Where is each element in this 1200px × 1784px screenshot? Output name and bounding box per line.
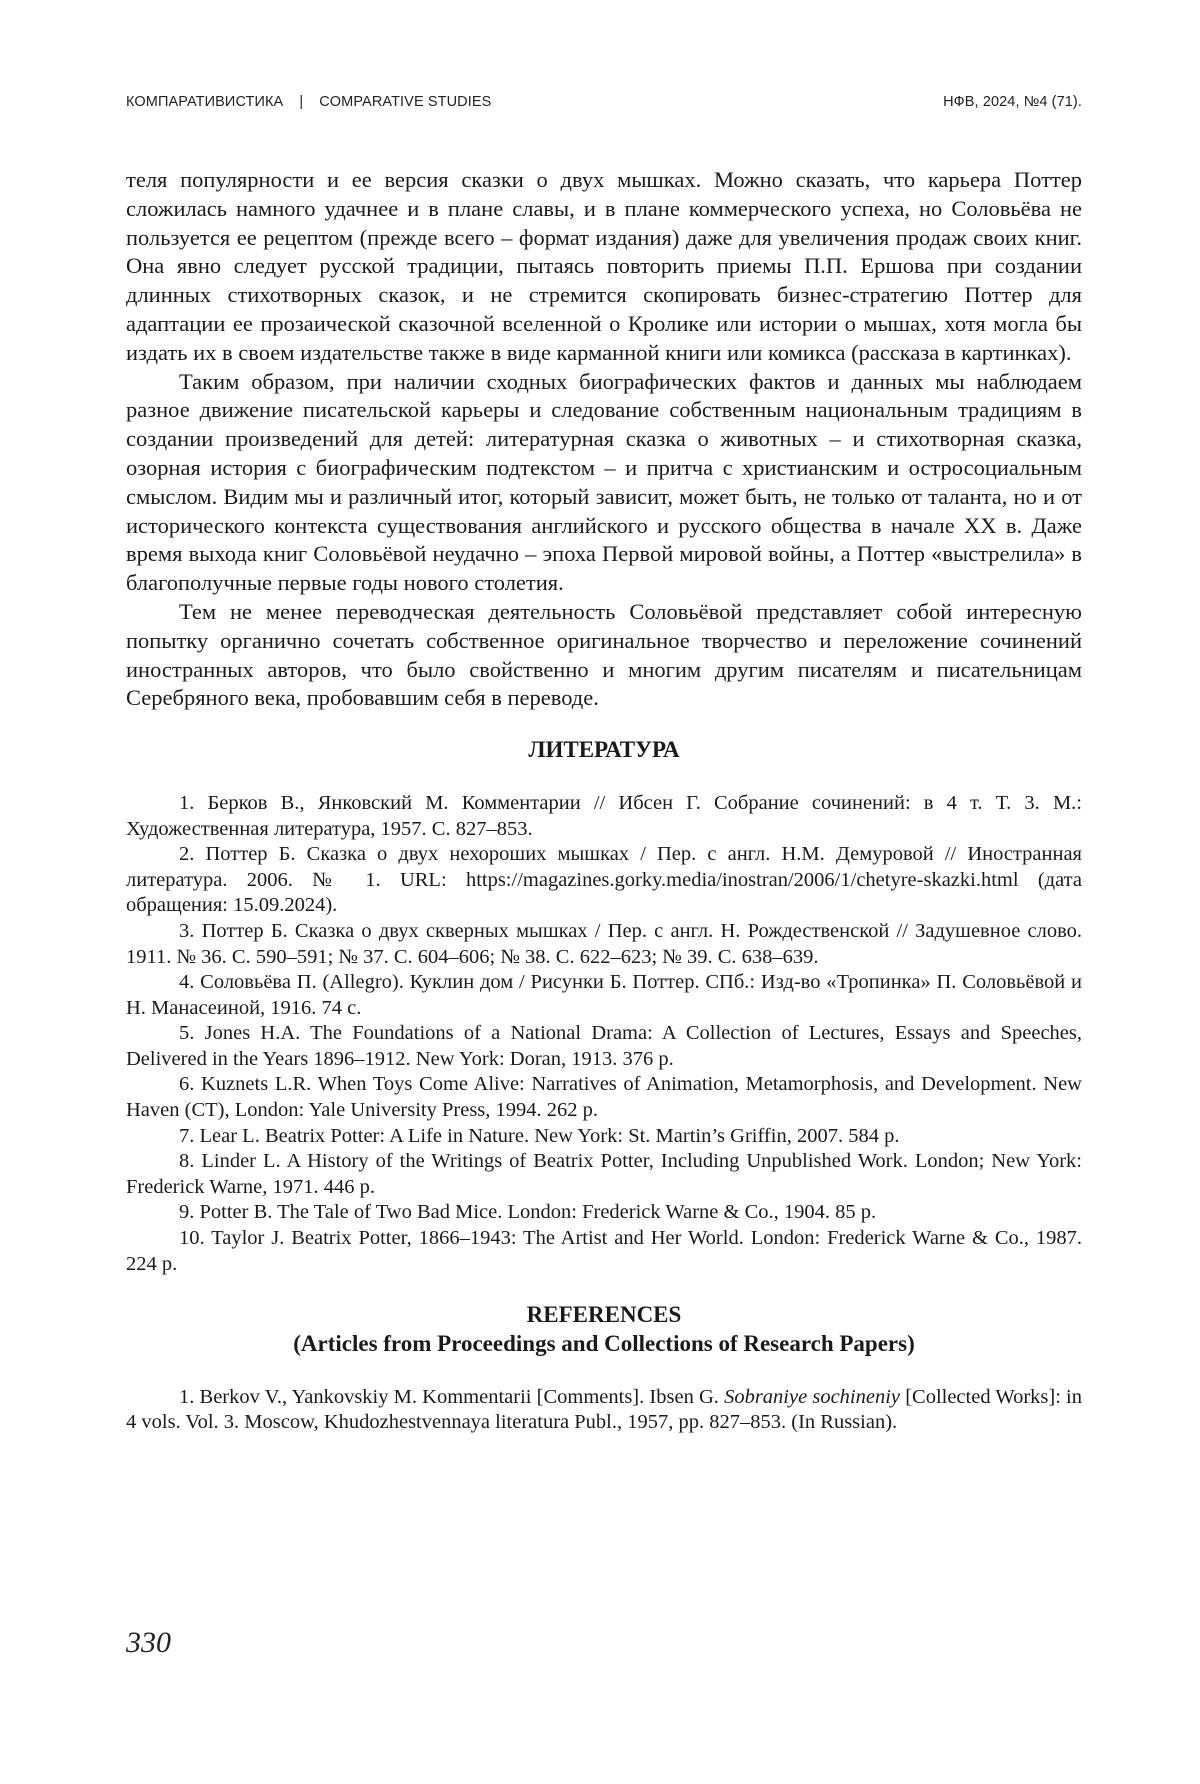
page-content [126, 166, 1082, 1436]
body-text [126, 166, 1082, 713]
references-subheading: (Articles from Proceedings and Collections of Research Papers) [293, 1331, 915, 1357]
page-number: 330 [126, 1626, 171, 1659]
running-header [126, 94, 1082, 110]
header-section [126, 94, 491, 110]
body-paragraph: Тем не менее переводческая деятельность Соловьёвой представляет собой интересную попытку органично сочетать собственное оригинальное творчество и переложение сочинений иностранных авторов, что было свойственно и многим другим писателям и писательницам Серебряного века, пробовавшим себя в переводе. [126, 598, 1082, 711]
reference-lead: 1. Berkov V., Yankovskiy M. Kommentarii [Comments]. Ibsen G. [179, 1385, 725, 1408]
literature-item: 5. Jones H.A. The Foundations of a National Drama: A Collection of Lectures, Essays and Speeches, Delivered in the Years 1896–1912. New York: Doran, 1913. 376 p. [126, 1022, 1082, 1070]
literature-item: 8. Linder L. A History of the Writings of Beatrix Potter, Including Unpublished Work. London; New York: Frederick Warne, 1971. 446 p. [126, 1150, 1082, 1198]
body-paragraph: теля популярности и ее версия сказки о двух мышках. Можно сказать, что карьера Поттер сложилась намного удачнее и в плане славы, и в плане коммерческого успеха, но Соловьёва не пользуется ее рецептом (прежде всего – формат издания) даже для увеличения продаж своих книг. Она явно следует русской традиции, пытаясь повторить приемы П.П. Ершова при создании длинных стихотворных сказок, и не стремится скопировать бизнес-стратегию Поттер для адаптации ее прозаической сказочной вселенной о Кролике или истории о мышах, хотя могла бы издать их в своем издательстве также в виде карманной книги или комикса (рассказа в картинках). [126, 167, 1082, 365]
reference-tail: [Collected Works]: in 4 vols. Vol. 3. Moscow, Khudozhestvennaya literatura Publ., 1957, pp. 827–853. (In Russian). [126, 1385, 1082, 1434]
header-journal: НФВ, 2024, №4 (71). [943, 94, 1082, 110]
header-section-en: COMPARATIVE STUDIES [319, 94, 492, 110]
references-heading: REFERENCES [526, 1302, 682, 1328]
references-list [126, 1385, 1082, 1436]
literature-item: 7. Lear L. Beatrix Potter: A Life in Nature. New York: St. Martin’s Griffin, 2007. 584 p. [179, 1124, 900, 1147]
header-section-ru: КОМПАРАТИВИСТИКА [126, 94, 284, 110]
literature-item: 1. Берков В., Янковский М. Комментарии // Ибсен Г. Собрание сочинений: в 4 т. Т. 3. М.: Художественная литература, 1957. С. 827–853. [126, 791, 1082, 840]
body-paragraph: Таким образом, при наличии сходных биографических фактов и данных мы наблюдаем разное движение писательской карьеры и следование собственным национальным традициям в создании произведений для детей: литературная сказка о животных – и стихотворная сказка, озорная история с биографическим подтекстом – и притча с христианским и остросоциальным смыслом. Видим мы и различный итог, который зависит, может быть, не только от таланта, но и от исторического контекста существования английского и русского общества в начале XX в. Даже время выхода книг Соловьёвой неудачно – эпоха Первой мировой войны, а Поттер «выстрелила» в благополучные первые годы нового столетия. [126, 368, 1082, 596]
literature-item: 2. Поттер Б. Сказка о двух нехороших мышках / Пер. с англ. Н.М. Демуровой // Иностранная литература. 2006. № 1. URL: https://magazines.gorky.media/inostran/2006/1/chetyre-skazki.html (дата обращения: 15.09.2024). [126, 843, 1082, 917]
literature-item: 4. Соловьёва П. (Allegro). Куклин дом / Рисунки Б. Поттер. СПб.: Изд-во «Тропинка» П. Соловьёвой и Н. Манасеиной, 1916. 74 с. [126, 971, 1082, 1019]
reference-title-italic: Sobraniye sochineniy [724, 1385, 901, 1408]
literature-list [126, 791, 1082, 1277]
literature-item: 10. Taylor J. Beatrix Potter, 1866–1943: The Artist and Her World. London: Frederick Warne & Co., 1987. 224 p. [126, 1227, 1082, 1275]
literature-heading: ЛИТЕРАТУРА [528, 737, 680, 763]
literature-item: 6. Kuznets L.R. When Toys Come Alive: Narratives of Animation, Metamorphosis, and Development. New Haven (CT), London: Yale University Press, 1994. 262 p. [126, 1073, 1082, 1122]
reference-item [126, 1385, 1082, 1436]
literature-item: 9. Potter B. The Tale of Two Bad Mice. London: Frederick Warne & Co., 1904. 85 p. [179, 1201, 877, 1224]
literature-item: 3. Поттер Б. Сказка о двух скверных мышках / Пер. с англ. Н. Рождественской // Задушевное слово. 1911. № 36. С. 590–591; № 37. С. 604–606; № 38. С. 622–623; № 39. С. 638–639. [126, 919, 1082, 968]
references-heading-block [126, 1301, 1082, 1359]
header-divider: | [299, 94, 304, 110]
